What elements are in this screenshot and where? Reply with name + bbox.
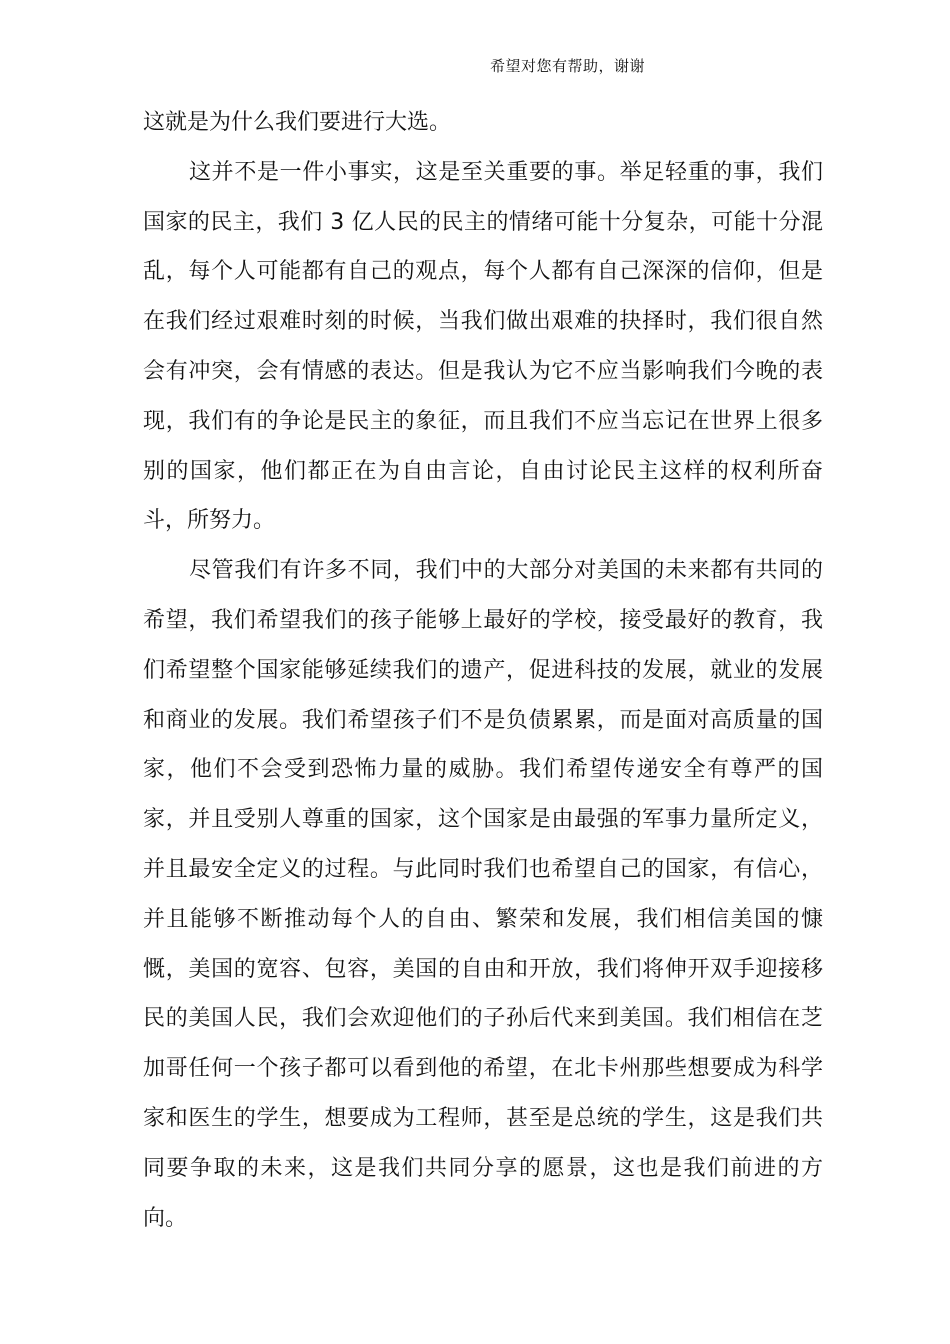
paragraph-3: 尽管我们有许多不同，我们中的大部分对美国的未来都有共同的希望，我们希望我们的孩子能够上最好的学校，接受最好的教育，我们希望整个国家能够延续我们的遗产，促进科技的发展，就业的发展和商业的发展。我们希望孩子们不是负债累累，而是面对高质量的国家，他们不会受到恐怖力量的威胁。我们希望传递安全有尊严的国家，并且受别人尊重的国家，这个国家是由最强的军事力量所定义，并且最安全定义的过程。与此同时我们也希望自己的国家，有信心，并且能够不断推动每个人的自由、繁荣和发展，我们相信美国的慷慨，美国的宽容、包容，美国的自由和开放，我们将伸开双手迎接移民的美国人民，我们会欢迎他们的子孙后代来到美国。我们相信在芝加哥任何一个孩子都可以看到他的希望，在北卡州那些想要成为科学家和医生的学生，想要成为工程师，甚至是总统的学生，这是我们共同要争取的未来，这是我们共同分享的愿景，这也是我们前进的方向。 (143, 558, 823, 1231)
paragraph-2: 这并不是一件小事实，这是至关重要的事。举足轻重的事，我们国家的民主，我们 3 亿人民的民主的情绪可能十分复杂，可能十分混乱，每个人可能都有自己的观点，每个人都有自己深深的信仰，但是在我们经过艰难时刻的时候，当我们做出艰难的抉择时，我们很自然会有冲突，会有情感的表达。但是我认为它不应当影响我们今晚的表现，我们有的争论是民主的象征，而且我们不应当忘记在世界上很多别的国家，他们都正在为自由言论，自由讨论民主这样的权利所奋斗，所努力。 (143, 159, 823, 534)
page-header: 希望对您有帮助，谢谢 (489, 57, 645, 75)
paragraph-1: 这就是为什么我们要进行大选。 (143, 110, 452, 135)
document-body (143, 98, 823, 1243)
